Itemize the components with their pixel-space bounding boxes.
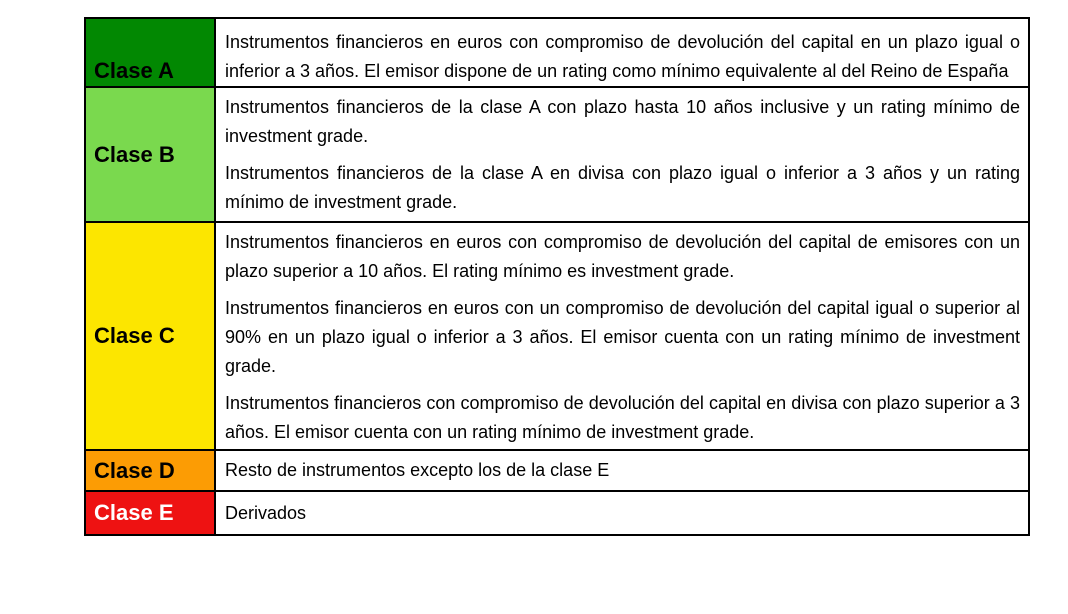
- class-description-b: [215, 87, 1029, 222]
- class-c-paragraph-1: Instrumentos financieros en euros con compromiso de devolución del capital de emisores con un plazo superior a 10 años. El rating mínimo es investment grade.: [225, 232, 1020, 281]
- class-label-b: Clase B: [85, 87, 215, 222]
- class-description-e: [215, 491, 1029, 535]
- class-c-paragraph-2: Instrumentos financieros en euros con un compromiso de devolución del capital igual o superior al 90% en un plazo igual o inferior a 3 años. El emisor cuenta con un rating mínimo de investment grade.: [225, 298, 1020, 376]
- class-row-d: [85, 450, 1029, 491]
- class-label-a: Clase A: [85, 18, 215, 87]
- class-row-a: [85, 18, 1029, 87]
- class-d-paragraph-1: Resto de instrumentos excepto los de la clase E: [225, 460, 610, 480]
- class-description-d: [215, 450, 1029, 491]
- class-a-paragraph-1: Instrumentos financieros en euros con compromiso de devolución del capital en un plazo igual o inferior a 3 años. El emisor dispone de un rating como mínimo equivalente al del Reino de España: [225, 32, 1020, 81]
- class-row-e: [85, 491, 1029, 535]
- class-c-paragraph-3: Instrumentos financieros con compromiso de devolución del capital en divisa con plazo superior a 3 años. El emisor cuenta con un rating mínimo de investment grade.: [225, 393, 1020, 442]
- class-label-e: Clase E: [85, 491, 215, 535]
- class-row-b: [85, 87, 1029, 222]
- class-label-c: Clase C: [85, 222, 215, 450]
- class-row-c: [85, 222, 1029, 450]
- class-b-paragraph-2: Instrumentos financieros de la clase A en divisa con plazo igual o inferior a 3 años y un rating mínimo de investment grade.: [225, 163, 1020, 212]
- class-b-paragraph-1: Instrumentos financieros de la clase A con plazo hasta 10 años inclusive y un rating mínimo de investment grade.: [225, 97, 1020, 146]
- class-e-paragraph-1: Derivados: [225, 503, 307, 523]
- class-description-a: [215, 18, 1029, 87]
- class-label-d: Clase D: [85, 450, 215, 491]
- risk-class-table: [84, 17, 1030, 536]
- class-description-c: [215, 222, 1029, 450]
